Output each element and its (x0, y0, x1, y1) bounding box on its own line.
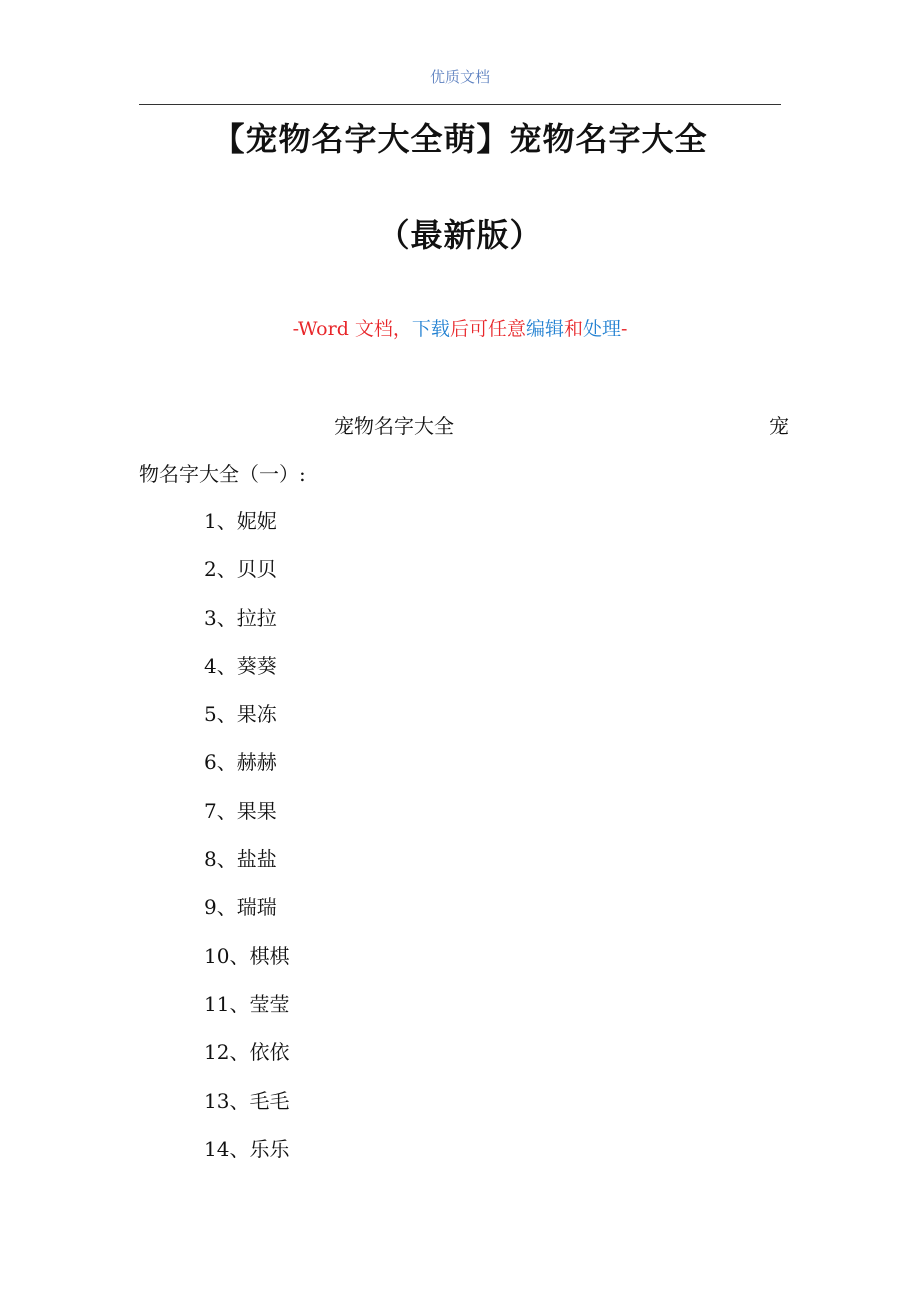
intro-paragraph-line (139, 410, 789, 440)
list-item: 3、拉拉 (204, 605, 277, 630)
list-item: 6、赫赫 (204, 750, 277, 775)
notice-segment: -Word 文档， (292, 318, 412, 340)
list-item: 7、果果 (204, 798, 277, 823)
page-header-label: 优质文档 (429, 68, 490, 86)
list-item: 12、依依 (204, 1040, 290, 1065)
list-item: 13、毛毛 (204, 1088, 290, 1113)
intro-wrap-text: 宠 (769, 414, 789, 438)
list-item: 8、盐盐 (204, 847, 277, 872)
intro-section-label: 物名字大全（一）: (139, 462, 306, 486)
intro-heading-text: 宠物名字大全 (334, 414, 454, 438)
list-item: 2、贝贝 (204, 557, 277, 582)
list-item: 9、瑞瑞 (204, 895, 277, 920)
list-item: 14、乐乐 (204, 1136, 290, 1161)
document-title: 【宠物名字大全萌】宠物名字大全 (212, 120, 708, 158)
notice-segment: 下载 (411, 318, 450, 340)
list-item: 10、棋棋 (204, 943, 290, 968)
header-divider (139, 104, 781, 105)
notice-segment: - (621, 318, 628, 340)
list-item: 5、果冻 (204, 702, 277, 727)
list-item: 4、葵葵 (204, 653, 277, 678)
notice-segment: 编辑 (525, 318, 564, 340)
document-subtitle: （最新版） (377, 216, 543, 254)
notice-segment: 后可任意 (449, 318, 526, 340)
list-item: 1、妮妮 (204, 509, 277, 533)
edit-notice (0, 314, 920, 341)
list-item: 11、莹莹 (204, 991, 290, 1016)
pet-name-list (204, 506, 289, 1182)
notice-segment: 和 (563, 318, 583, 340)
notice-segment: 处理 (582, 318, 621, 340)
